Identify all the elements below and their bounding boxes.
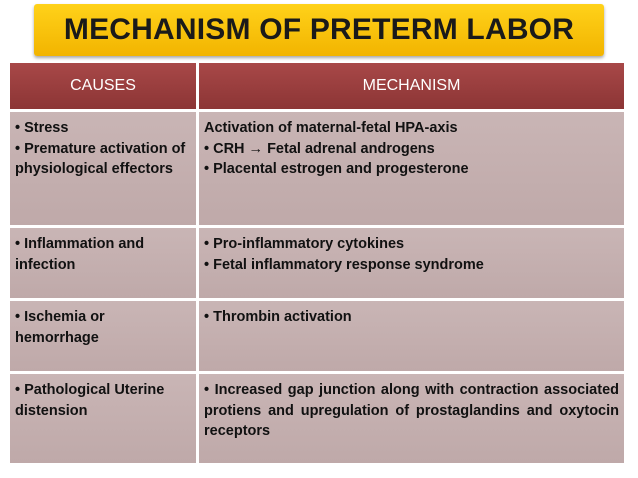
mechanism-cell	[199, 228, 624, 298]
causes-cell	[10, 228, 199, 298]
table-header-row	[10, 63, 624, 109]
mechanism-item: • Thrombin activation	[204, 309, 352, 325]
mechanism-item: • Increased gap junction along with contraction associated protiens and upregulation of prostaglandins and oxytocin receptors	[204, 382, 619, 439]
table-row	[10, 112, 624, 225]
causes-cell	[10, 112, 199, 225]
mechanism-cell	[199, 112, 624, 225]
cause-item: • Stress	[15, 120, 69, 136]
column-header-mechanism: MECHANISM	[199, 63, 624, 109]
mechanism-item: Activation of maternal-fetal HPA-axis	[204, 120, 458, 136]
cause-item: • Premature activation of physiological effectors	[15, 140, 186, 177]
column-header-causes: CAUSES	[10, 63, 199, 109]
mechanism-item: • CRH → Fetal adrenal androgens	[204, 140, 435, 157]
mechanism-item: • Fetal inflammatory response syndrome	[204, 256, 484, 273]
table-row	[10, 301, 624, 371]
cause-item: • Inflammation and infection	[15, 236, 145, 273]
cause-item: • Pathological Uterine distension	[15, 382, 165, 419]
mechanism-item: • Pro-inflammatory cytokines	[204, 236, 405, 252]
mechanism-cell	[199, 301, 624, 371]
causes-cell	[10, 374, 199, 463]
cause-item: • Ischemia or hemorrhage	[15, 309, 105, 346]
mechanism-cell	[199, 374, 624, 463]
mechanism-table	[10, 63, 624, 463]
table-row	[10, 374, 624, 463]
mechanism-item: • Placental estrogen and progesterone	[204, 161, 469, 177]
page-title: MECHANISM OF PRETERM LABOR	[63, 13, 575, 46]
table-row	[10, 228, 624, 298]
causes-cell	[10, 301, 199, 371]
title-banner	[34, 4, 604, 56]
